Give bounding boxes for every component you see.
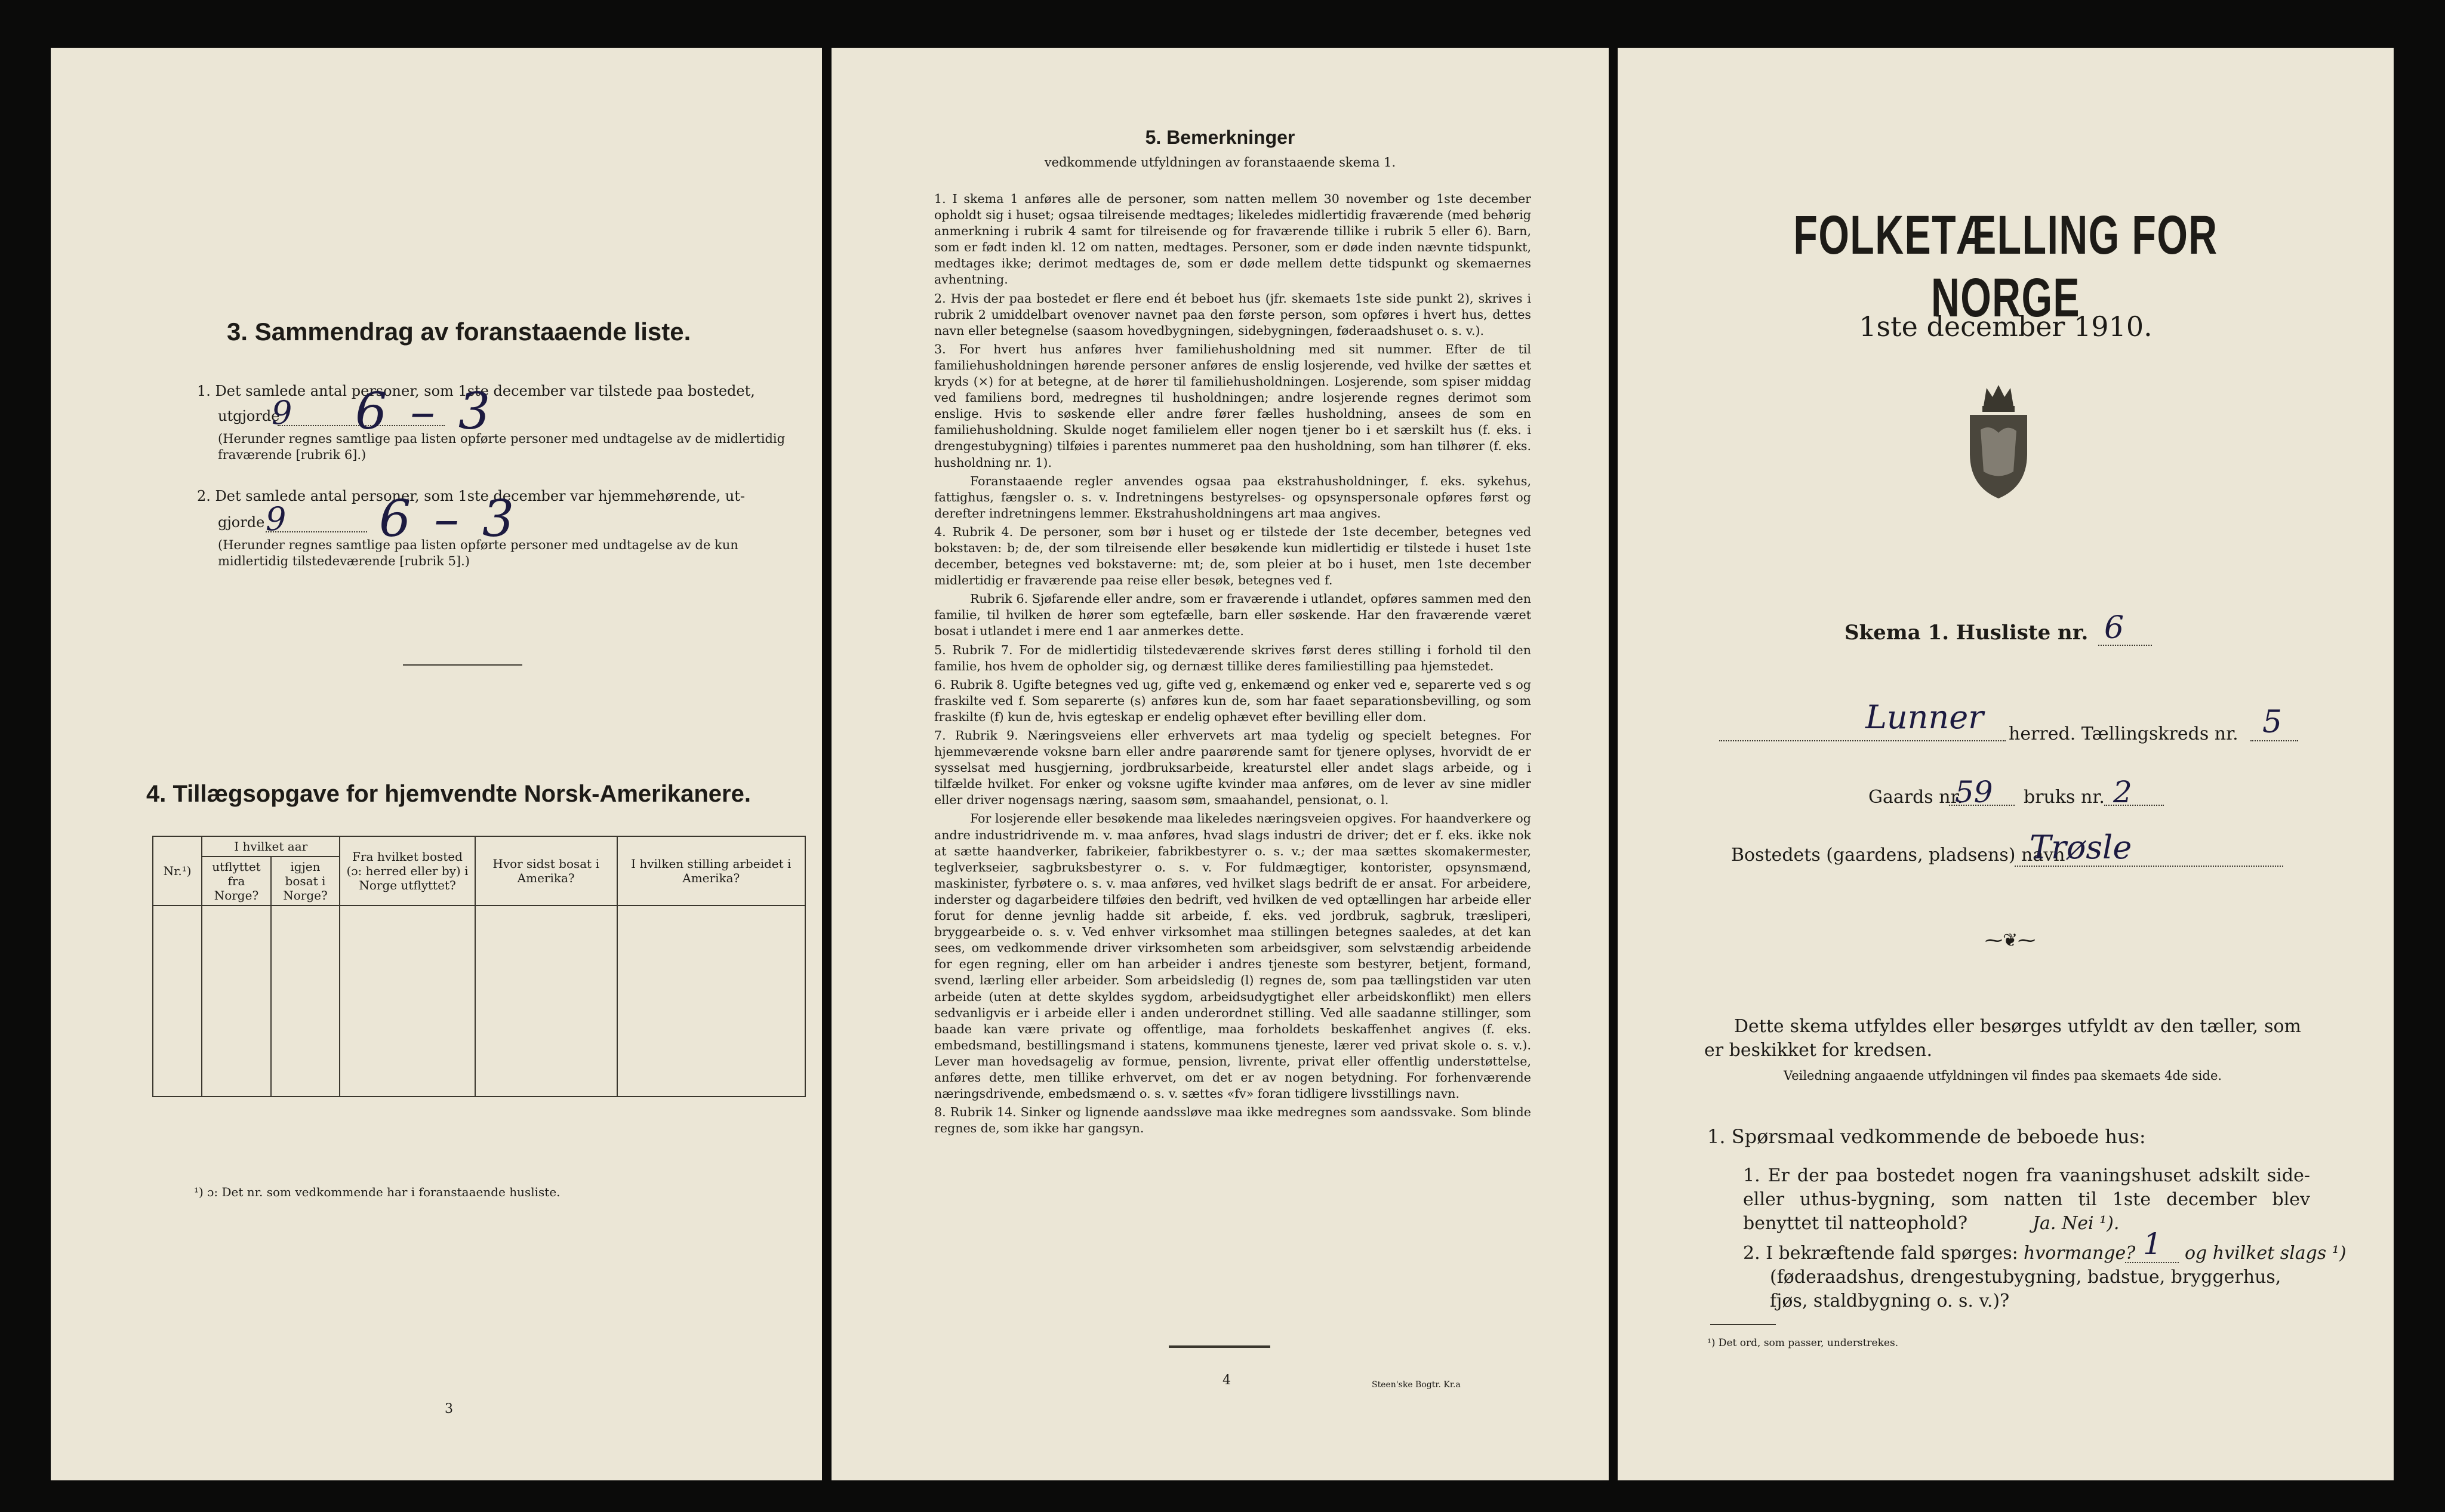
cover-footnote: ¹) Det ord, som passer, understrekes. — [1707, 1337, 1899, 1349]
question-2-intro: 2. I bekræftende fald spørges: — [1743, 1243, 2018, 1264]
gaards-nr: 59 — [1955, 775, 1993, 809]
divider — [1710, 1324, 1776, 1325]
divider — [403, 664, 522, 666]
divider — [1169, 1345, 1270, 1348]
bemerkninger-body — [934, 191, 1531, 1139]
bruks-nr: 2 — [2113, 775, 2132, 809]
questions-heading: 1. Spørsmaal vedkommende de beboede hus: — [1707, 1125, 2146, 1148]
bemerkninger-title: 5. Bemerkninger — [1145, 127, 1295, 148]
item-2-handwritten-extra: 6 – 3 — [379, 489, 518, 548]
note-6: 6. Rubrik 8. Ugifte betegnes ved ug, gifte ved g, enkemænd og enker ved e, separerte ved s og fraskilte ved f. Som separerte (s) anføres kun de, som har faaet separationsbevilling, og som fraskilte (f) kun de, hvis egteskap er endelig ophævet efter bevilling eller dom. — [934, 677, 1531, 724]
col-nr: Nr.¹) — [153, 836, 202, 906]
section-4-title: 4. Tillægsopgave for hjemvendte Norsk-Amerikanere. — [146, 781, 751, 807]
item-1-value: 9 — [272, 394, 292, 432]
table-row — [153, 906, 805, 1097]
col-utflyttet: utflyttet fra Norge? — [202, 857, 271, 906]
bruks-label: bruks nr. — [2024, 787, 2105, 808]
item-1-handwritten-extra: 6 – 3 — [355, 382, 494, 441]
skema-label: Skema 1. Husliste nr. — [1844, 621, 2089, 645]
item-1-utgjorde-label: utgjorde — [218, 408, 280, 424]
item-1-text: 1. Det samlede antal personer, som 1ste december var tilstede paa bostedet, — [197, 383, 755, 399]
item-2-utgjorde-label: gjorde — [218, 514, 265, 531]
bosted-label: Bostedets (gaardens, pladsens) navn — [1731, 845, 2065, 866]
note-4b: Rubrik 6. Sjøfarende eller andre, som er fraværende i utlandet, opføres sammen med den familie, til hvilken de hører som egtefælle, barn eller søskende. Har den fraværende været bosat i utlandet i mere end 1 aar anmerkes dette. — [934, 592, 1531, 639]
gaards-fill-line — [1949, 805, 2015, 806]
item-1-note: (Herunder regnes samtlige paa listen opførte personer med undtagelse av de midlertidig fraværende [rubrik 6].) — [218, 432, 786, 462]
bruks-fill-line — [2104, 805, 2164, 806]
norsk-amerikanere-table — [152, 836, 806, 1097]
herred-fill-line — [1719, 740, 2006, 741]
table-footnote: ¹) ɔ: Det nr. som vedkommende har i foranstaaende husliste. — [194, 1185, 561, 1199]
gaards-label: Gaards nr. — [1868, 787, 1963, 808]
norwegian-crest-icon — [1963, 382, 2034, 501]
question-2-kind: og hvilket slags ¹) — [2185, 1243, 2347, 1264]
kreds-nr: 5 — [2262, 704, 2283, 740]
item-2-text: 2. Det samlede antal personer, som 1ste december var hjemmehørende, ut- — [197, 488, 745, 504]
bosted-value: Trøsle — [2030, 829, 2132, 866]
note-3b: Foranstaaende regler anvendes ogsaa paa ekstrahusholdninger, f. eks. sykehus, fattighus, fængsler o. s. v. Indretningens bestyrelses- og opsynspersonale opføres først og derefter indretningens lemmer. Ekstrahusholdningens art maa angives. — [934, 473, 1531, 521]
page-number: 3 — [445, 1402, 453, 1416]
printer-mark: Steen'ske Bogtr. Kr.a — [1372, 1380, 1461, 1390]
cover-page — [1618, 48, 2394, 1480]
note-8: 8. Rubrik 14. Sinker og lignende aandssløve maa ikke medregnes som aandssvake. Som blinde regnes de, som ikke har gangsyn. — [934, 1105, 1531, 1136]
page-3 — [51, 48, 822, 1480]
note-7b: For losjerende eller besøkende maa likeledes næringsveien opgives. For haandverkere og andre industridrivende m. v. maa anføres, hvad slags industri de driver; det er f. eks. ikke nok at sætte haandverker, fabrikeier, fabrikbestyrer o. s. v.; der maa sættes skomakermester, teglverkseier, sagbruksbestyrer o. s. v. For fuldmægtiger, kontorister, opsynsmænd, maskinister, fyrbøtere o. s. v. maa anføres, ved hvilket slags bedrift de er ansat. For arbeidere, inderster og dagarbeidere tilføies den bedrift, ved hvilken de ved optællingen har arbeide eller forut for denne jevnlig hadde sit arbeide, f. eks. ved jordbruk, sagbruk, træsliperi, bryggearbeide o. s. v. Ved enhver virksomhet maa stillingen betegnes saaledes, at det kan sees, om vedkommende driver virksomheten som arbeidsgiver, som selvstændig arbeidende for egen regning, eller om han arbeider i andres tjeneste som bestyrer, betjent, formand, svend, lærling eller arbeider. Som arbeidsledig (l) regnes de, som paa tællingstiden var uten arbeide (uten at dette skyldes sygdom, arbeidsudygtighet eller arbeidskonflikt) men ellers sedvanligvis er i arbeide eller i anden underordnet stilling. Ved alle saadanne stillinger, som baade kan være private og offentlige, maa forholdets beskaffenhet angives (f. eks. embedsmand, bestillingsmand i statens, kommunens tjeneste, lærer ved privat skole o. s. v.). Lever man hovedsagelig av formue, pension, livrente, privat eller offentlig understøttelse, anføres dette, men tillike erhvervet, om det er av nogen betydning. For forhenværende næringsdrivende, embedsmænd o. s. v. sættes «fv» foran tidligere livsstillings navn. — [934, 811, 1531, 1101]
page-4 — [832, 48, 1609, 1480]
col-fra-bosted: Fra hvilket bosted (ɔ: herred eller by) i Norge utflyttet? — [340, 836, 475, 906]
col-group-year: I hvilket aar — [202, 836, 340, 857]
col-igjen: igjen bosat i Norge? — [271, 857, 340, 906]
kreds-fill-line — [2250, 740, 2298, 741]
note-3: 3. For hvert hus anføres hver familiehusholdning med sit nummer. Efter de til familiehusholdningen hørende personer anføres de enslig losjerende, ved hvilke der sættes et kryds (×) for at betegne, at de hører til familiehusholdningen. Losjerende, som spiser middag ved familiens bord, medregnes til husholdningen; andre losjerende regnes derimot som enslige. Hvis to søskende eller andre fører fælles husholdning, ansees de som en familiehusholdning. Skulde noget familielem eller nogen tjener bo i et særskilt hus (f. eks. i drengestubygning) tilføies i parentes nummeret paa den husholdning, som han tilhører (f. eks. husholdning nr. 1). — [934, 341, 1531, 470]
herred-label: herred. Tællingskreds nr. — [2009, 723, 2238, 744]
ornament-icon: ⁓❦⁓ — [1985, 930, 2036, 951]
col-hvor-bosat: Hvor sidst bosat i Amerika? — [475, 836, 617, 906]
note-4: 4. Rubrik 4. De personer, som bør i huset og er tilstede der 1ste december, betegnes ved bokstaven: b; de, der som tilreisende eller besøkende kun midlertidig er tilstede i huset 1ste december, betegnes ved bokstaverne: mt; de, som pleier at bo i huset, men 1ste december midlertidig er fraværende paa reise eller besøk, betegnes ved f. — [934, 524, 1531, 588]
instructions-2: Veiledning angaaende utfyldningen vil findes paa skemaets 4de side. — [1783, 1068, 2222, 1083]
husliste-nr: 6 — [2104, 610, 2124, 646]
note-2: 2. Hvis der paa bostedet er flere end ét beboet hus (jfr. skemaets 1ste side punkt 2), skrives i rubrik 2 umiddelbart ovenover navnet paa den første person, som opføres i hvert hus, dettes navn eller betegnelse (saasom hovedbygningen, sidebygningen, føderaadshuset o. s. v.). — [934, 291, 1531, 338]
question-1-answer: Ja. Nei ¹). — [2033, 1213, 2120, 1234]
note-5: 5. Rubrik 7. For de midlertidig tilstedeværende skrives først deres stilling i forhold til den familie, hos hvem de opholder sig, og dernæst tillike deres familiestilling paa hjemstedet. — [934, 642, 1531, 673]
husliste-fill-line — [2098, 645, 2152, 646]
item-2-fill-line — [266, 531, 367, 532]
note-7: 7. Rubrik 9. Næringsveiens eller erhvervets art maa tydelig og specielt betegnes. For hjemmeværende voksne barn eller andre paarørende samt for tjenere oplyses, hvorvidt de er sysselsat med husgjerning, jordbruksarbeide, kreaturstel eller andet slags arbeide, og i tilfælde hvilket. For enker og voksne ugifte kvinder maa anføres, om de lever av sine midler eller driver nogensags næring, saasom søm, smaahandel, pensionat, o. l. — [934, 728, 1531, 808]
question-2-hvormange: hvormange? — [2024, 1243, 2136, 1264]
page-number: 4 — [1222, 1373, 1231, 1388]
note-1: 1. I skema 1 anføres alle de personer, som natten mellem 30 november og 1ste december opholdt sig i huset; ogsaa tilreisende medtages; likeledes midlertidig fraværende (med behørig anmerkning i rubrik 4 samt for tilreisende og for fraværende tillike i rubrik 5 eller 6). Barn, som er født inden kl. 12 om natten, medtages. Personer, som er døde inden nævnte tidspunkt, medtages ikke; derimot medtages de, som er døde mellem dette tidspunkt og skemaernes avhentning. — [934, 192, 1531, 287]
question-2-options: (føderaadshus, drengestubygning, badstue, bryggerhus, fjøs, staldbygning o. s. v.)? — [1770, 1267, 2281, 1311]
col-stilling: I hvilken stilling arbeidet i Amerika? — [617, 836, 805, 906]
census-title: FOLKETÆLLING FOR NORGE — [1793, 205, 2218, 328]
bosted-fill-line — [2015, 866, 2283, 867]
section-3-title: 3. Sammendrag av foranstaaende liste. — [227, 318, 691, 346]
census-date: 1ste december 1910. — [1859, 310, 2153, 343]
instructions-1: Dette skema utfyldes eller besørges utfyldt av den tæller, som er beskikket for kredsen. — [1704, 1016, 2301, 1061]
question-2-value: 1 — [2143, 1227, 2162, 1261]
herred-value: Lunner — [1865, 698, 1984, 736]
item-2-value: 9 — [266, 500, 287, 538]
bemerkninger-subtitle: vedkommende utfyldningen av foranstaaende skema 1. — [1044, 155, 1396, 170]
item-2-note: (Herunder regnes samtlige paa listen opførte personer med undtagelse av de kun midlertidig tilstedeværende [rubrik 5].) — [218, 538, 738, 568]
question-1: 1. Er der paa bostedet nogen fra vaaningshuset adskilt side- eller uthus-bygning, som natten til 1ste december blev benyttet til natteophold? — [1743, 1165, 2310, 1234]
question-2-fill-line — [2125, 1262, 2179, 1263]
